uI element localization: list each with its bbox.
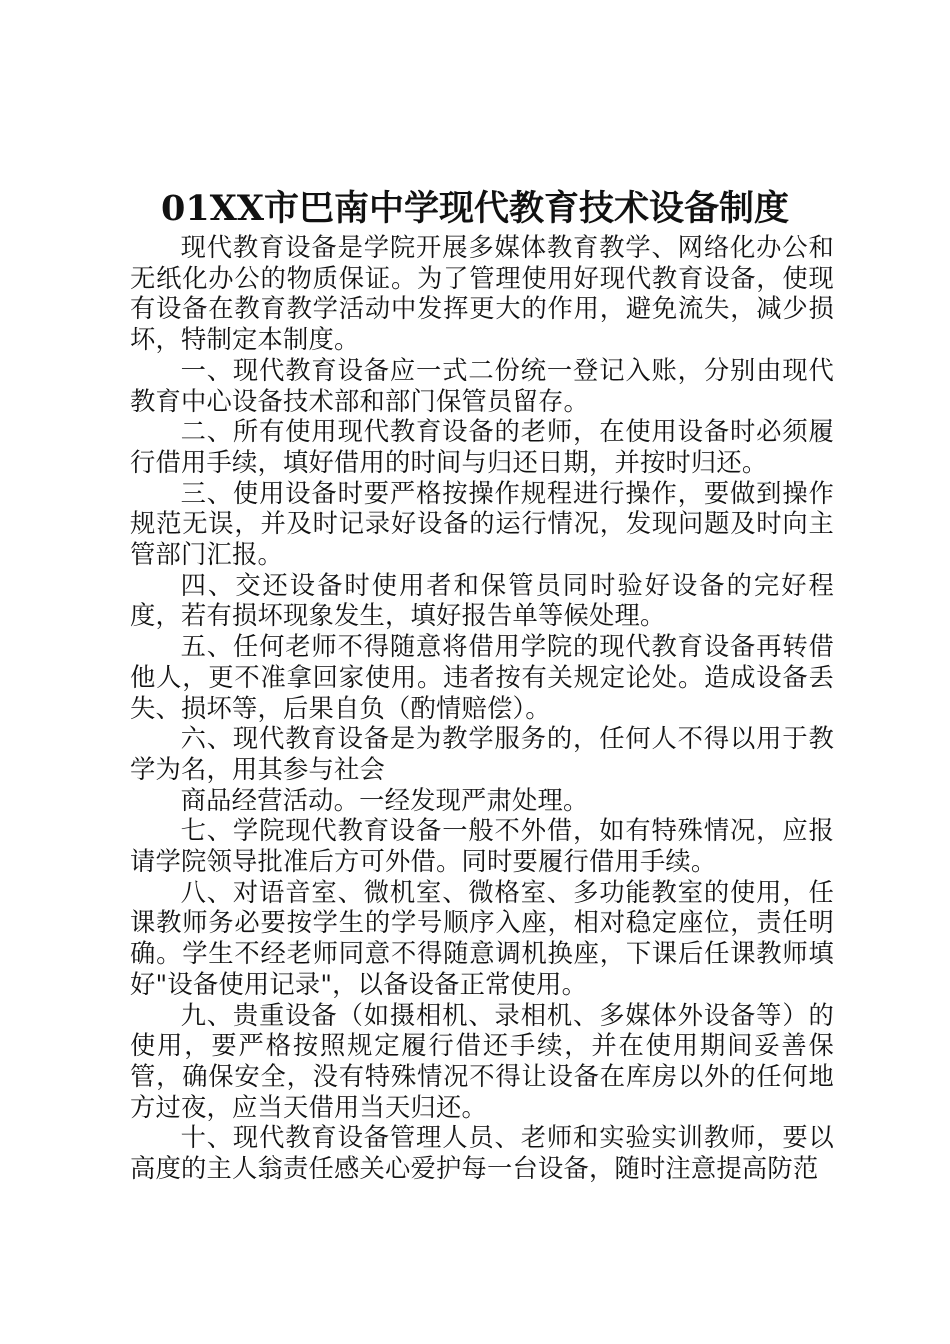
paragraph-rule-1: 一、现代教育设备应一式二份统一登记入账，分别由现代教育中心设备技术部和部门保管员留存。: [130, 355, 834, 416]
paragraph-rule-7: 七、学院现代教育设备一般不外借，如有特殊情况，应报请学院领导批准后方可外借。同时要履行借用手续。: [130, 816, 834, 877]
paragraph-rule-10: 十、现代教育设备管理人员、老师和实验实训教师，要以高度的主人翁责任感关心爱护每一台设备，随时注意提高防范: [130, 1123, 834, 1184]
paragraph-intro: 现代教育设备是学院开展多媒体教育教学、网络化办公和无纸化办公的物质保证。为了管理使用好现代教育设备，使现有设备在教育教学活动中发挥更大的作用，避免流失，减少损坏，特制定本制度。: [130, 233, 834, 355]
paragraph-rule-4: 四、交还设备时使用者和保管员同时验好设备的完好程度，若有损坏现象发生，填好报告单等候处理。: [130, 570, 834, 631]
document-body: [130, 233, 834, 1185]
paragraph-rule-6-continued: 商品经营活动。一经发现严肃处理。: [180, 785, 589, 815]
paragraph-rule-9: 九、贵重设备（如摄相机、录相机、多媒体外设备等）的使用，要严格按照规定履行借还手续，并在使用期间妥善保管，确保安全，没有特殊情况不得让设备在库房以外的任何地方过夜，应当天借用当天归还。: [130, 1000, 834, 1122]
document-title: 01XX市巴南中学现代教育技术设备制度: [160, 188, 790, 229]
paragraph-rule-5: 五、任何老师不得随意将借用学院的现代教育设备再转借他人，更不准拿回家使用。违者按有关规定论处。造成设备丢失、损坏等，后果自负（酌情赔偿）。: [130, 632, 834, 723]
paragraph-rule-6: 六、现代教育设备是为教学服务的，任何人不得以用于教学为名，用其参与社会: [130, 724, 834, 784]
paragraph-rule-3: 三、使用设备时要严格按操作规程进行操作，要做到操作规范无误，并及时记录好设备的运行情况，发现问题及时向主管部门汇报。: [130, 478, 834, 570]
paragraph-rule-2: 二、所有使用现代教育设备的老师，在使用设备时必须履行借用手续，填好借用的时间与归还日期，并按时归还。: [130, 417, 834, 477]
paragraph-rule-8: 八、对语音室、微机室、微格室、多功能教室的使用，任课教师务必要按学生的学号顺序入座，相对稳定座位，责任明确。学生不经老师同意不得随意调机换座，下课后任课教师填好"设备使用记录"，以备设备正常使用。: [130, 877, 834, 999]
